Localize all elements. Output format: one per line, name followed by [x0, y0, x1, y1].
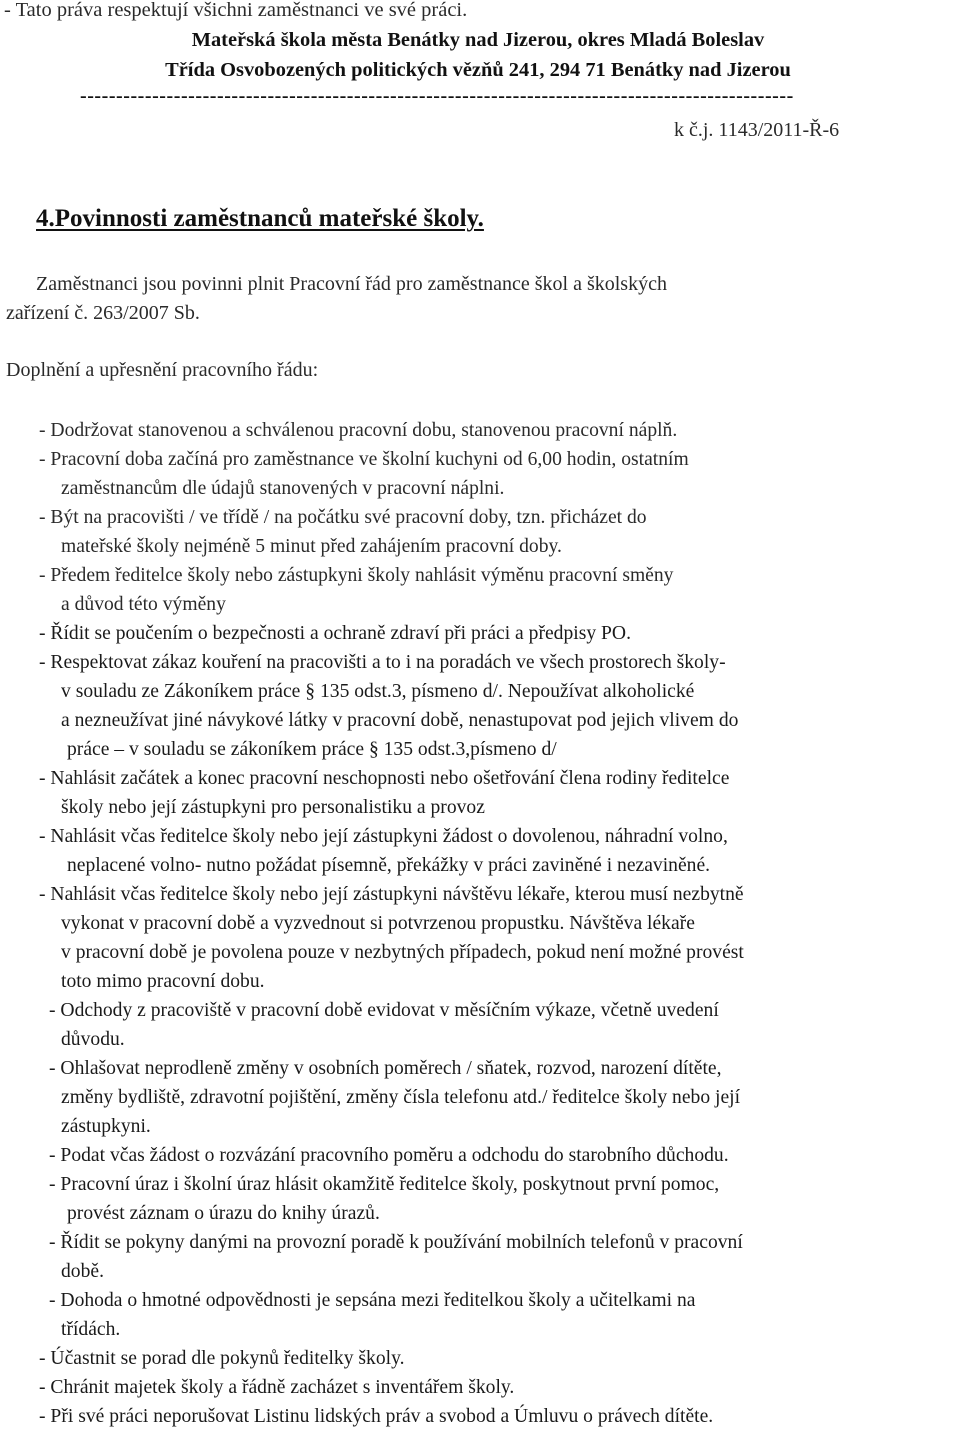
intro-line-1: Zaměstnanci jsou povinni plnit Pracovní řád pro zaměstnance škol a školských [36, 273, 667, 295]
list-item: - Být na pracovišti / ve třídě / na počátku své pracovní doby, tzn. přicházet do [39, 507, 647, 528]
list-item-continuation: toto mimo pracovní dobu. [61, 971, 265, 992]
list-item-continuation: provést záznam o úrazu do knihy úrazů. [67, 1203, 380, 1224]
list-item: - Nahlásit začátek a konec pracovní neschopnosti nebo ošetřování člena rodiny ředitelce [39, 768, 730, 789]
list-item: - Respektovat zákaz kouření na pracovišti a to i na poradách ve všech prostorech školy- [39, 652, 726, 673]
list-item-continuation: třídách. [61, 1319, 121, 1340]
section-title: 4.Povinnosti zaměstnanců mateřské školy. [36, 205, 484, 232]
school-address-header: Třída Osvobozených politických vězňů 241, 294 71 Benátky nad Jizerou [165, 59, 791, 81]
subtitle: Doplnění a upřesnění pracovního řádu: [6, 359, 319, 381]
list-item-continuation: neplacené volno- nutno požádat písemně, překážky v práci zaviněné i nezaviněné. [67, 855, 711, 876]
list-item-continuation: práce – v souladu se zákoníkem práce § 135 odst.3,písmeno d/ [67, 739, 557, 760]
list-item: - Nahlásit včas ředitelce školy nebo její zástupkyni návštěvu lékaře, kterou musí nezbytně [39, 884, 744, 905]
list-item-continuation: v pracovní době je povolena pouze v nezbytných případech, pokud není možné provést [61, 942, 744, 963]
list-item-continuation: zástupkyni. [61, 1116, 151, 1137]
previous-section-last-line: - Tato práva respektují všichni zaměstnanci ve své práci. [4, 0, 468, 21]
list-item: - Dohoda o hmotné odpovědnosti je sepsána mezi ředitelkou školy a učitelkami na [49, 1290, 696, 1311]
list-item-continuation: zaměstnancům dle údajů stanovených v pracovní náplni. [61, 478, 505, 499]
intro-line-2: zařízení č. 263/2007 Sb. [6, 302, 200, 324]
list-item: - Pracovní úraz i školní úraz hlásit okamžitě ředitelce školy, poskytnout první pomoc, [49, 1174, 720, 1195]
header-separator: --------------------------------------------------------------------------------------------------- [80, 85, 794, 107]
list-item: - Chránit majetek školy a řádně zacházet s inventářem školy. [39, 1377, 515, 1398]
list-item: - Ohlašovat neprodleně změny v osobních poměrech / sňatek, rozvod, narození dítěte, [49, 1058, 722, 1079]
list-item: - Při své práci neporušovat Listinu lidských práv a svobod a Úmluvu o právech dítěte. [39, 1406, 714, 1427]
list-item-continuation: době. [61, 1261, 104, 1282]
list-item: - Odchody z pracoviště v pracovní době evidovat v měsíčním výkaze, včetně uvedení [49, 1000, 719, 1021]
list-item-continuation: v souladu ze Zákoníkem práce § 135 odst.3, písmeno d/. Nepoužívat alkoholické [61, 681, 695, 702]
list-item-continuation: změny bydliště, zdravotní pojištění, změny čísla telefonu atd./ ředitelce školy nebo její [61, 1087, 741, 1108]
list-item-continuation: a nezneužívat jiné návykové látky v pracovní době, nenastupovat pod jejich vlivem do [61, 710, 739, 731]
school-name-header: Mateřská škola města Benátky nad Jizerou, okres Mladá Boleslav [191, 29, 765, 51]
list-item: - Podat včas žádost o rozvázání pracovního poměru a odchodu do starobního důchodu. [49, 1145, 729, 1166]
list-item-continuation: a důvod této výměny [61, 594, 226, 615]
list-item: - Účastnit se porad dle pokynů ředitelky školy. [39, 1348, 405, 1369]
list-item-continuation: školy nebo její zástupkyni pro personalistiku a provoz [61, 797, 485, 818]
list-item-continuation: důvodu. [61, 1029, 125, 1050]
list-item: - Nahlásit včas ředitelce školy nebo její zástupkyni žádost o dovolenou, náhradní volno, [39, 826, 728, 847]
list-item: - Řídit se pokyny danými na provozní poradě k používání mobilních telefonů v pracovní [49, 1232, 743, 1253]
list-item: - Dodržovat stanovenou a schválenou pracovní dobu, stanovenou pracovní náplň. [39, 420, 678, 441]
list-item-continuation: vykonat v pracovní době a vyzvednout si potvrzenou propustku. Návštěva lékaře [61, 913, 695, 934]
list-item-continuation: mateřské školy nejméně 5 minut před zahájením pracovní doby. [61, 536, 562, 557]
list-item: - Předem ředitelce školy nebo zástupkyni školy nahlásit výměnu pracovní směny [39, 565, 674, 586]
list-item: - Řídit se poučením o bezpečnosti a ochraně zdraví při práci a předpisy PO. [39, 623, 631, 644]
reference-number: k č.j. 1143/2011-Ř-6 [674, 119, 840, 141]
list-item: - Pracovní doba začíná pro zaměstnance ve školní kuchyni od 6,00 hodin, ostatním [39, 449, 689, 470]
